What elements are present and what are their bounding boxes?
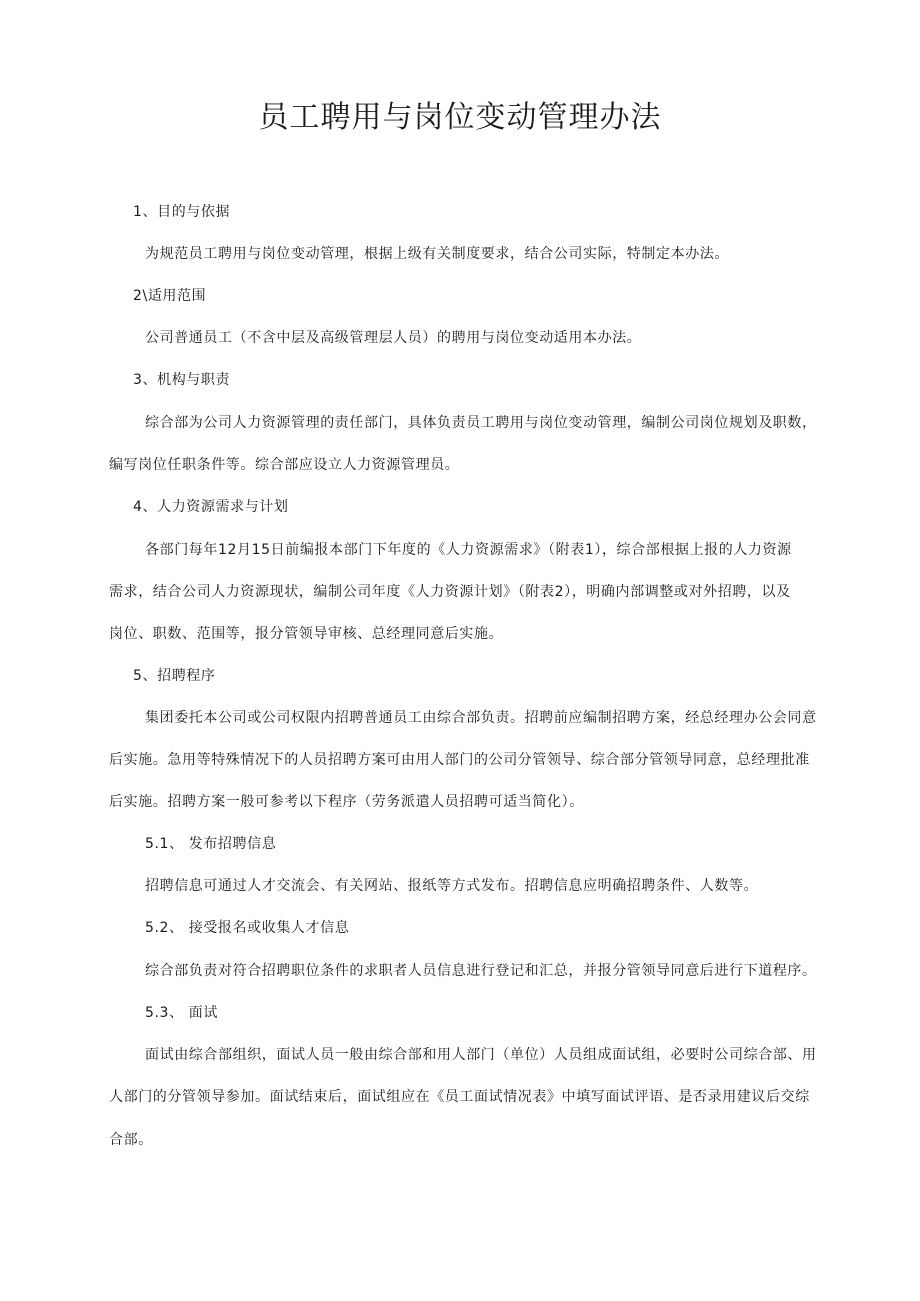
- paragraph-line: 岗位、职数、范围等，报分管领导审核、总经理同意后实施。: [109, 626, 504, 642]
- section-heading-1: 1、目的与依据: [133, 204, 231, 220]
- paragraph-line: 招聘信息可通过人才交流会、有关网站、报纸等方式发布。招聘信息应明确招聘条件、人数等。: [145, 878, 759, 894]
- subsection-heading-5-2: 5.2、 接受报名或收集人才信息: [145, 920, 350, 936]
- paragraph-line: 公司普通员工（不含中层及高级管理层人员）的聘用与岗位变动适用本办法。: [145, 330, 642, 346]
- paragraph-line: 面试由综合部组织，面试人员一般由综合部和用人部门（单位）人员组成面试组，必要时公司综合部、用: [145, 1047, 817, 1063]
- section-heading-2: 2\适用范围: [133, 288, 207, 304]
- paragraph-line: 为规范员工聘用与岗位变动管理，根据上级有关制度要求，结合公司实际，特制定本办法。: [145, 246, 729, 262]
- paragraph-line: 人部门的分管领导参加。面试结束后，面试组应在《员工面试情况表》中填写面试评语、是否录用建议后交综: [109, 1089, 810, 1105]
- paragraph-line: 后实施。招聘方案一般可参考以下程序（劳务派遣人员招聘可适当简化）。: [109, 794, 584, 810]
- subsection-heading-5-3: 5.3、 面试: [145, 1005, 218, 1021]
- paragraph-line: 合部。: [109, 1132, 153, 1148]
- paragraph-line: 各部门每年12月15日前编报本部门下年度的《人力资源需求》（附表1），综合部根据上报的人力资源: [145, 542, 792, 558]
- section-heading-3: 3、机构与职责: [133, 372, 231, 388]
- subsection-heading-5-1: 5.1、 发布招聘信息: [145, 836, 277, 852]
- paragraph-line: 综合部为公司人力资源管理的责任部门，具体负责员工聘用与岗位变动管理，编制公司岗位规划及职数，: [145, 415, 817, 431]
- paragraph-line: 集团委托本公司或公司权限内招聘普通员工由综合部负责。招聘前应编制招聘方案，经总经理办公会同意: [145, 710, 817, 726]
- paragraph-line: 编写岗位任职条件等。综合部应设立人力资源管理员。: [109, 457, 460, 473]
- paragraph-line: 需求，结合公司人力资源现状，编制公司年度《人力资源计划》（附表2），明确内部调整或对外招聘，以及: [109, 584, 791, 600]
- document-title: 员工聘用与岗位变动管理办法: [258, 100, 662, 135]
- section-heading-4: 4、人力资源需求与计划: [133, 499, 289, 515]
- section-heading-5: 5、招聘程序: [133, 668, 216, 684]
- paragraph-line: 综合部负责对符合招聘职位条件的求职者人员信息进行登记和汇总，并报分管领导同意后进行下道程序。: [145, 963, 817, 979]
- paragraph-line: 后实施。急用等特殊情况下的人员招聘方案可由用人部门的公司分管领导、综合部分管领导同意，总经理批准: [109, 752, 810, 768]
